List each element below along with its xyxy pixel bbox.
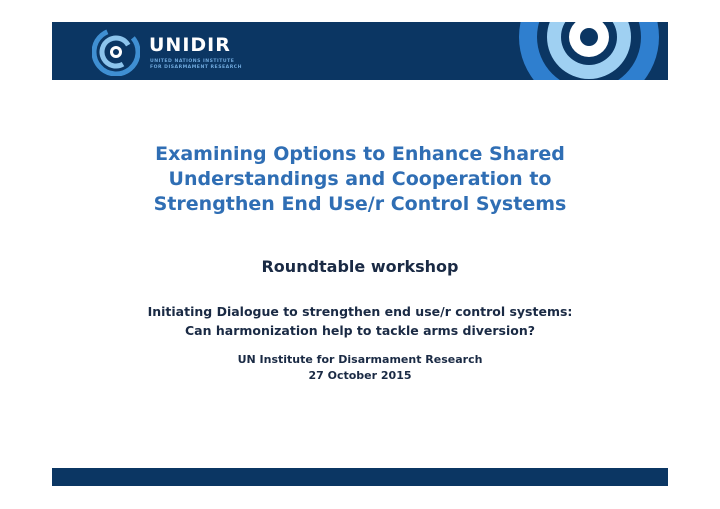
logo-subtitle-line: UNITED NATIONS INSTITUTE [150,59,235,64]
slide-title-line: Examining Options to Enhance Shared [155,143,565,165]
organization-block [60,352,660,384]
slide-title-line: Strengthen End Use/r Control Systems [153,193,567,215]
organization-name: UN Institute for Disarmament Research [237,353,483,366]
slide-subtitle: Roundtable workshop [261,257,459,276]
dialogue-line: Initiating Dialogue to strengthen end use/r control systems: [147,304,573,319]
dialogue-heading [60,302,660,340]
logo-name: UNIDIR [149,34,231,56]
concentric-circles-icon [514,22,664,80]
dialogue-line: Can harmonization help to tackle arms diversion? [185,323,535,338]
event-date: 27 October 2015 [308,369,412,382]
footer-band [52,468,668,486]
header-band [52,22,668,80]
slide-title-line: Understandings and Cooperation to [168,168,552,190]
logo-subtitle [150,59,260,71]
unidir-spiral-logo-icon [92,28,140,76]
logo-subtitle-line: FOR DISARMAMENT RESEARCH [150,65,242,70]
slide-title [60,142,660,217]
